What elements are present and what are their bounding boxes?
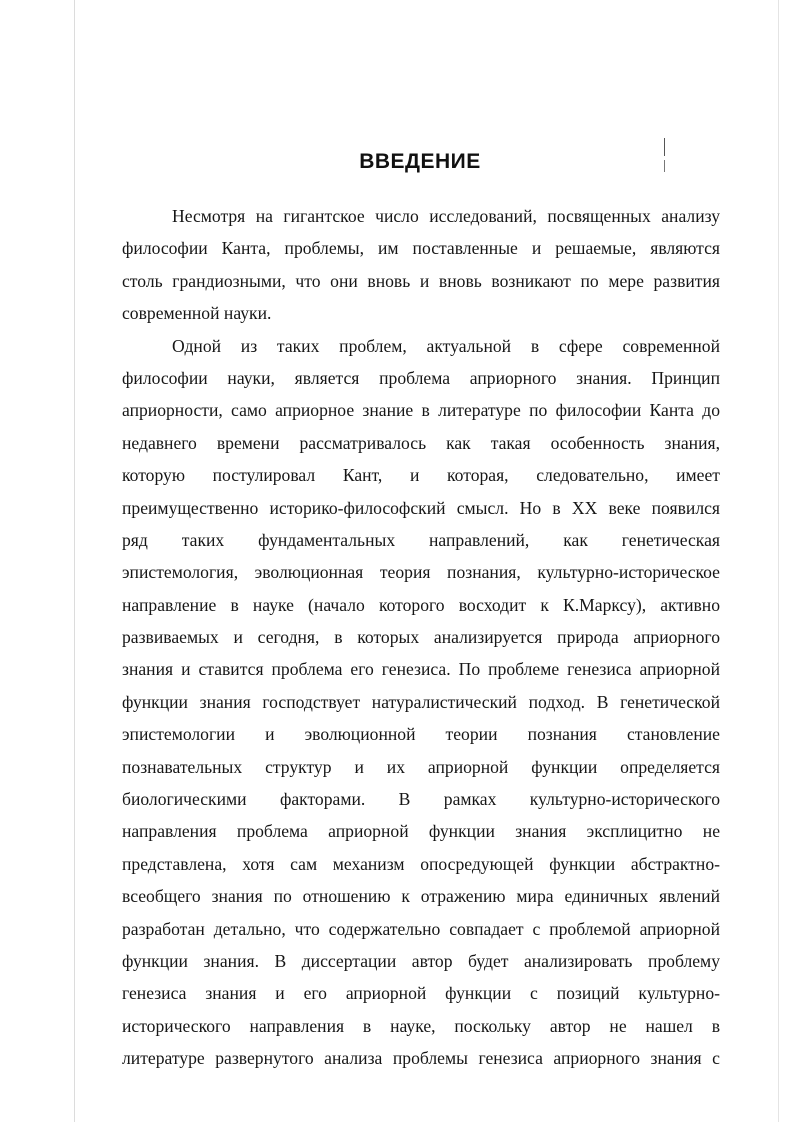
text-line: направления проблема априорной функции знания эксплицитно не: [122, 821, 720, 842]
text-line: представлена, хотя сам механизм опосредующей функции абстрактно-: [122, 853, 720, 874]
body-text: [122, 200, 720, 1075]
text-line: философии Канта, проблемы, им поставленные и решаемые, являются: [122, 238, 720, 259]
text-line: преимущественно историко-философский смысл. Но в XX веке появился: [122, 497, 720, 518]
text-line: априорности, само априорное знание в литературе по философии Канта до: [122, 400, 720, 421]
text-line: функции знания. В диссертации автор будет анализировать проблему: [122, 950, 720, 971]
text-line: знания и ставится проблема его генезиса. По проблеме генезиса априорной: [122, 659, 720, 680]
text-line: современной науки.: [122, 303, 272, 324]
text-line: биологическими факторами. В рамках культурно-исторического: [122, 789, 720, 810]
text-line: исторического направления в науке, поскольку автор не нашел в: [122, 1015, 720, 1036]
text-line: философии науки, является проблема априорного знания. Принцип: [122, 367, 720, 388]
text-line: Одной из таких проблем, актуальной в сфере современной: [172, 335, 720, 356]
text-line: которую постулировал Кант, и которая, следовательно, имеет: [122, 465, 720, 486]
text-line: всеобщего знания по отношению к отражению мира единичных явлений: [122, 886, 720, 907]
page-title: ВВЕДЕНИЕ: [359, 150, 481, 173]
text-line: эпистемология, эволюционная теория познания, культурно-историческое: [122, 562, 720, 583]
text-line: познавательных структур и их априорной функции определяется: [122, 756, 720, 777]
text-line: литературе развернутого анализа проблемы генезиса априорного знания с: [122, 1048, 720, 1069]
text-line: развиваемых и сегодня, в которых анализируется природа априорного: [122, 627, 720, 648]
text-line: недавнего времени рассматривалось как такая особенность знания,: [122, 432, 720, 453]
text-line: столь грандиозными, что они вновь и вновь возникают по мере развития: [122, 270, 720, 291]
text-line: разработан детально, что содержательно совпадает с проблемой априорной: [122, 918, 720, 939]
text-line: функции знания господствует натуралистический подход. В генетической: [122, 691, 720, 712]
text-line: генезиса знания и его априорной функции с позиций культурно-: [122, 983, 720, 1004]
text-line: ряд таких фундаментальных направлений, как генетическая: [122, 529, 720, 550]
text-line: эпистемологии и эволюционной теории познания становление: [122, 724, 720, 745]
text-line: направление в науке (начало которого восходит к К.Марксу), активно: [122, 594, 720, 615]
text-line: Несмотря на гигантское число исследований, посвященных анализу: [172, 206, 720, 226]
